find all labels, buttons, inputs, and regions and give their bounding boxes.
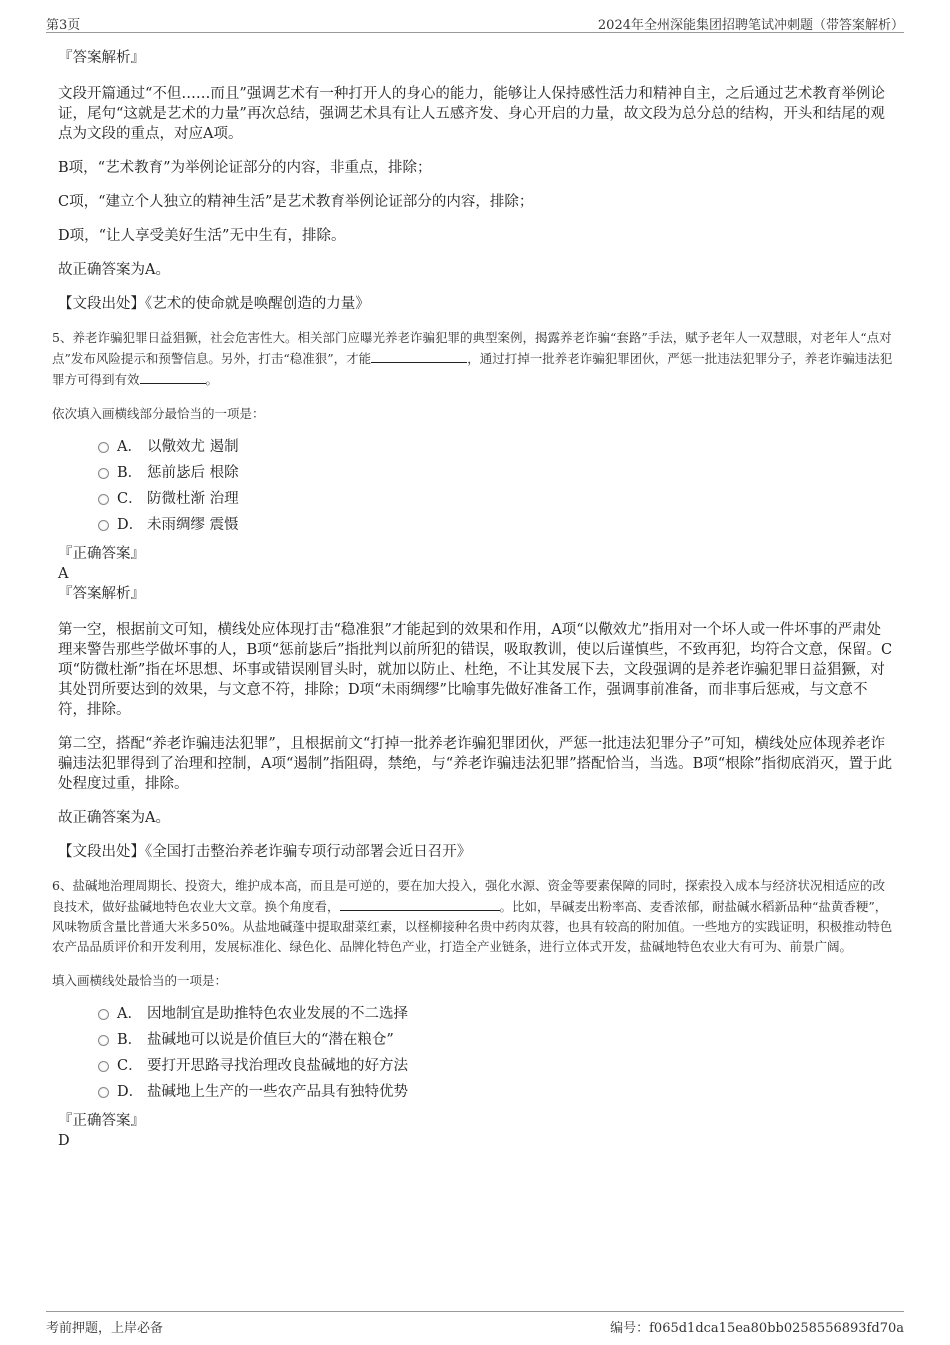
option-a[interactable]: A． 以儆效尤 遏制 bbox=[98, 434, 894, 460]
analysis-paragraph-1: 第一空，根据前文可知，横线处应体现打击“稳准狠”才能起到的效果和作用，A项“以儆效尤”指用对一个坏人或一件坏事的严肃处理来警告那些学做坏事的人，B项“惩前毖后”指批判以前所犯的错误，吸取教训，使以后谨慎些，不致再犯，均符合文意，保留。C项“防微杜渐”指在坏思想、坏事或错误刚冒头时，就加以防止、杜绝，不让其发展下去，文段强调的是养老诈骗犯罪日益猖獗，对其处罚所要达到的效果，与文意不符，排除；D项“未雨绸缪”比喻事先做好准备工作，强调事前准备，而非事后惩戒，与文意不符，排除。 bbox=[58, 622, 893, 718]
radio-icon[interactable] bbox=[98, 494, 109, 505]
radio-icon[interactable] bbox=[98, 468, 109, 479]
option-b[interactable]: B． 惩前毖后 根除 bbox=[98, 460, 894, 486]
analysis-paragraph-2: 第二空，搭配“养老诈骗违法犯罪”，且根据前文“打掉一批养老诈骗犯罪团伙，严惩一批违法犯罪分子”可知，横线处应体现养老诈骗违法犯罪得到了治理和控制，A项“遏制”指阻碍，禁绝，与“养老诈骗违法犯罪”搭配恰当，当选。B项“根除”指彻底消灭，置于此处程度过重，排除。 bbox=[58, 736, 893, 792]
question-5-options bbox=[98, 434, 894, 538]
passage-source: 【文段出处】《艺术的使命就是唤醒创造的力量》 bbox=[58, 296, 370, 312]
question-5-stem: 5、养老诈骗犯罪日益猖獗，社会危害性大。相关部门应曝光养老诈骗犯罪的典型案例，揭露养老诈骗“套路”手法，赋予老年人一双慧眼，对老年人“点对点”发布风险提示和预警信息。另外，打击“稳准狠”，才能 ，通过打掉一批养老诈骗犯罪团伙，严惩一批违法犯罪分子，养老诈骗违法犯罪方可得到有效 。 bbox=[52, 330, 893, 387]
option-d[interactable]: D． 未雨绸缪 震慑 bbox=[98, 512, 894, 538]
radio-icon[interactable] bbox=[98, 1009, 109, 1020]
document-content bbox=[52, 44, 894, 1151]
question-5-instruction: 依次填入画横线部分最恰当的一项是： bbox=[52, 406, 265, 421]
correct-answer: A bbox=[58, 566, 69, 582]
radio-icon[interactable] bbox=[98, 520, 109, 531]
option-b[interactable]: B． 盐碱地可以说是价值巨大的“潜在粮仓” bbox=[98, 1027, 894, 1053]
page-header bbox=[46, 12, 904, 33]
fill-blank bbox=[340, 896, 500, 911]
document-id: 编号：f065d1dca15ea80bb0258556893fd70a bbox=[610, 1321, 904, 1336]
question-6-instruction: 填入画横线处最恰当的一项是： bbox=[52, 973, 228, 988]
page-footer bbox=[46, 1311, 904, 1336]
radio-icon[interactable] bbox=[98, 1061, 109, 1072]
question-6-stem: 6、盐碱地治理周期长、投资大，维护成本高，而且是可逆的，要在加大投入，强化水源、资金等要素保障的同时，探索投入成本与经济状况相适应的改良技术，做好盐碱地特色农业大文章。换个角度看， 。比如，旱碱麦出粉率高、麦香浓郁，耐盐碱水稻新品种“盐黄香粳”，风味物质含量比普通大米多50%。从盐地碱蓬中提取甜菜红素，以柽柳接种名贵中药肉苁蓉，也具有较高的附加值。一些地方的实践证明，积极推动特色农产品品质评价和开发利用，发展标准化、绿色化、品牌化特色产业，打造全产业链条，进行立体式开发，盐碱地特色农业大有可为、前景广阔。 bbox=[52, 878, 893, 954]
option-d[interactable]: D． 盐碱地上生产的一些农产品具有独特优势 bbox=[98, 1079, 894, 1105]
answer-analysis-label: 『答案解析』 bbox=[58, 586, 145, 602]
analysis-option-d: D项，“让人享受美好生活”无中生有，排除。 bbox=[58, 228, 346, 244]
correct-answer-label: 『正确答案』 bbox=[58, 1113, 145, 1129]
page-number: 第3页 bbox=[46, 18, 81, 33]
question-6-options bbox=[98, 1001, 894, 1105]
answer-analysis-label: 『答案解析』 bbox=[58, 50, 145, 66]
footer-slogan: 考前押题，上岸必备 bbox=[46, 1321, 164, 1336]
option-c[interactable]: C． 要打开思路寻找治理改良盐碱地的好方法 bbox=[98, 1053, 894, 1079]
correct-answer: D bbox=[58, 1133, 70, 1149]
radio-icon[interactable] bbox=[98, 1035, 109, 1046]
fill-blank-2 bbox=[140, 369, 206, 384]
analysis-paragraph: 文段开篇通过“不但……而且”强调艺术有一种打开人的身心的能力，能够让人保持感性活力和精神自主，之后通过艺术教育举例论证，尾句“这就是艺术的力量”再次总结，强调艺术具有让人五感齐发、身心开启的力量，故文段为总分总的结构，开头和结尾的观点为文段的重点，对应A项。 bbox=[58, 86, 885, 142]
passage-source: 【文段出处】《全国打击整治养老诈骗专项行动部署会近日召开》 bbox=[58, 844, 472, 860]
document-title: 2024年全州深能集团招聘笔试冲刺题（带答案解析） bbox=[597, 18, 904, 33]
analysis-option-c: C项，“建立个人独立的精神生活”是艺术教育举例论证部分的内容，排除； bbox=[58, 194, 534, 210]
radio-icon[interactable] bbox=[98, 442, 109, 453]
analysis-option-b: B项，“艺术教育”为举例论证部分的内容，非重点，排除； bbox=[58, 160, 432, 176]
analysis-conclusion: 故正确答案为A。 bbox=[58, 262, 170, 278]
correct-answer-label: 『正确答案』 bbox=[58, 546, 145, 562]
analysis-conclusion: 故正确答案为A。 bbox=[58, 810, 170, 826]
radio-icon[interactable] bbox=[98, 1087, 109, 1098]
option-a[interactable]: A． 因地制宜是助推特色农业发展的不二选择 bbox=[98, 1001, 894, 1027]
fill-blank-1 bbox=[371, 348, 467, 363]
option-c[interactable]: C． 防微杜渐 治理 bbox=[98, 486, 894, 512]
